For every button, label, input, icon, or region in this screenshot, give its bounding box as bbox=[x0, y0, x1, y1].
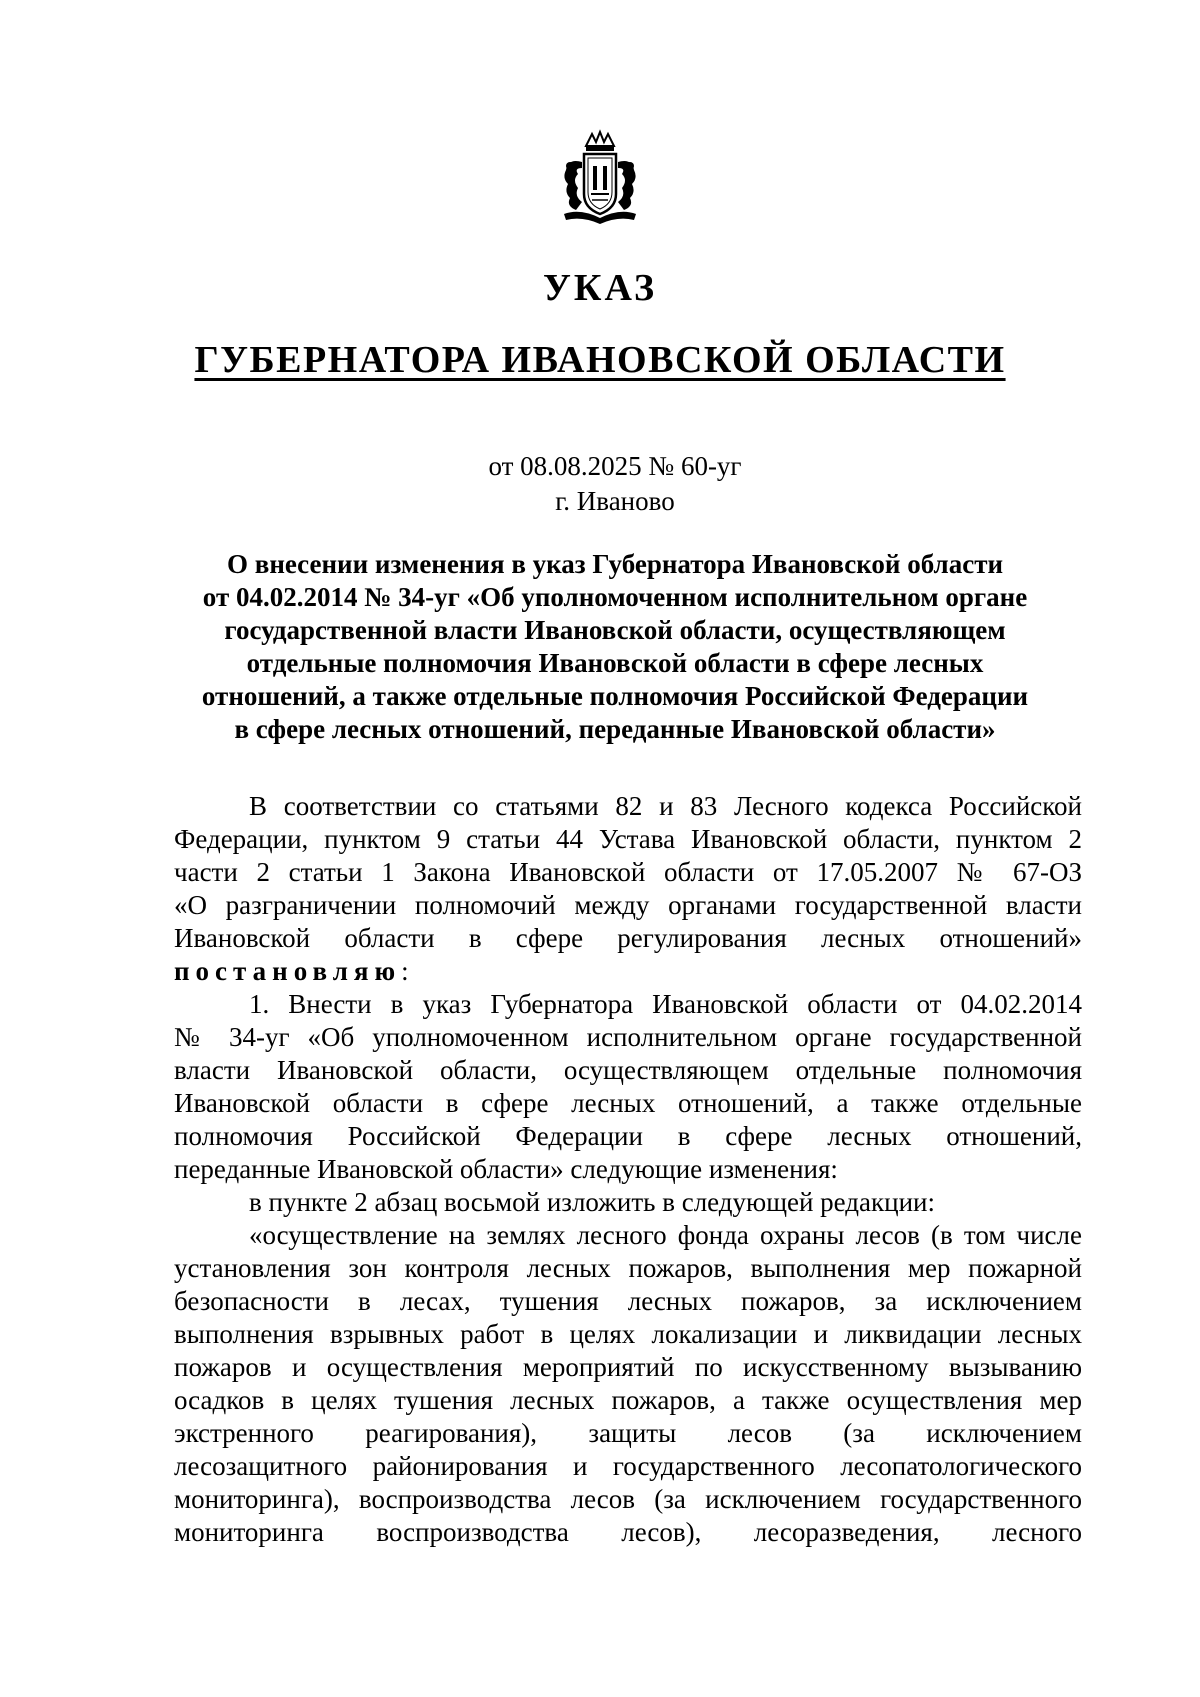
subject-line: О внесении изменения в указ Губернатора Ивановской области bbox=[226, 549, 1004, 579]
document-body bbox=[174, 790, 1082, 1549]
body-line: власти Ивановской области, осуществляющем отдельные полномочия bbox=[174, 1055, 1082, 1085]
body-line: мониторинга воспроизводства лесов), лесоразведения, лесного bbox=[174, 1517, 1082, 1547]
body-line: «О разграничении полномочий между органами государственной власти bbox=[174, 890, 1082, 920]
body-line: пожаров и осуществления мероприятий по искусственному вызыванию bbox=[174, 1352, 1082, 1382]
coat-of-arms-emblem bbox=[556, 128, 644, 226]
body-line: «осуществление на землях лесного фонда охраны лесов (в том числе bbox=[249, 1220, 1082, 1250]
resolve-word: постановляю bbox=[174, 956, 402, 986]
subject-line: государственной власти Ивановской области, осуществляющем bbox=[224, 615, 1006, 645]
body-line: безопасности в лесах, тушения лесных пожаров, за исключением bbox=[174, 1286, 1082, 1316]
subject-line: отношений, а также отдельные полномочия Российской Федерации bbox=[201, 681, 1029, 711]
document-issuer: ГУБЕРНАТОРА ИВАНОВСКОЙ ОБЛАСТИ bbox=[194, 339, 1006, 381]
body-line: № 34-уг «Об уполномоченном исполнительном органе государственной bbox=[174, 1022, 1082, 1052]
document-city: г. Иваново bbox=[555, 486, 675, 516]
subject-line: отдельные полномочия Ивановской области в сфере лесных bbox=[246, 648, 984, 678]
subject-line: от 04.02.2014 № 34-уг «Об уполномоченном исполнительном органе bbox=[202, 582, 1028, 612]
body-line: Ивановской области в сфере регулирования лесных отношений» bbox=[174, 923, 1082, 953]
body-line: осадков в целях тушения лесных пожаров, а также осуществления мер bbox=[174, 1385, 1082, 1415]
body-line: выполнения взрывных работ в целях локализации и ликвидации лесных bbox=[174, 1319, 1082, 1349]
body-line: полномочия Российской Федерации в сфере лесных отношений, bbox=[174, 1121, 1082, 1151]
body-line: Федерации, пунктом 9 статьи 44 Устава Ивановской области, пунктом 2 bbox=[174, 824, 1082, 854]
body-line: экстренного реагирования), защиты лесов (за исключением bbox=[174, 1418, 1082, 1448]
resolve-colon: : bbox=[401, 956, 409, 986]
body-line: мониторинга), воспроизводства лесов (за исключением государственного bbox=[174, 1484, 1082, 1514]
document-heading: УКАЗ bbox=[543, 267, 657, 309]
body-line: 1. Внести в указ Губернатора Ивановской области от 04.02.2014 bbox=[249, 989, 1082, 1019]
body-line: В соответствии со статьями 82 и 83 Лесного кодекса Российской bbox=[249, 791, 1082, 821]
body-line: Ивановской области в сфере лесных отношений, а также отдельные bbox=[174, 1088, 1082, 1118]
resolve-line bbox=[174, 955, 1082, 988]
document-subject bbox=[175, 548, 1055, 746]
body-line: переданные Ивановской области» следующие изменения: bbox=[174, 1154, 838, 1184]
body-line: части 2 статьи 1 Закона Ивановской области от 17.05.2007 № 67-ОЗ bbox=[174, 857, 1082, 887]
body-line: в пункте 2 абзац восьмой изложить в следующей редакции: bbox=[249, 1187, 935, 1217]
subject-line: в сфере лесных отношений, переданные Ивановской области» bbox=[234, 714, 996, 744]
body-line: лесозащитного районирования и государственного лесопатологического bbox=[174, 1451, 1082, 1481]
body-line: установления зон контроля лесных пожаров, выполнения мер пожарной bbox=[174, 1253, 1082, 1283]
document-date-number: от 08.08.2025 № 60-уг bbox=[488, 451, 742, 481]
